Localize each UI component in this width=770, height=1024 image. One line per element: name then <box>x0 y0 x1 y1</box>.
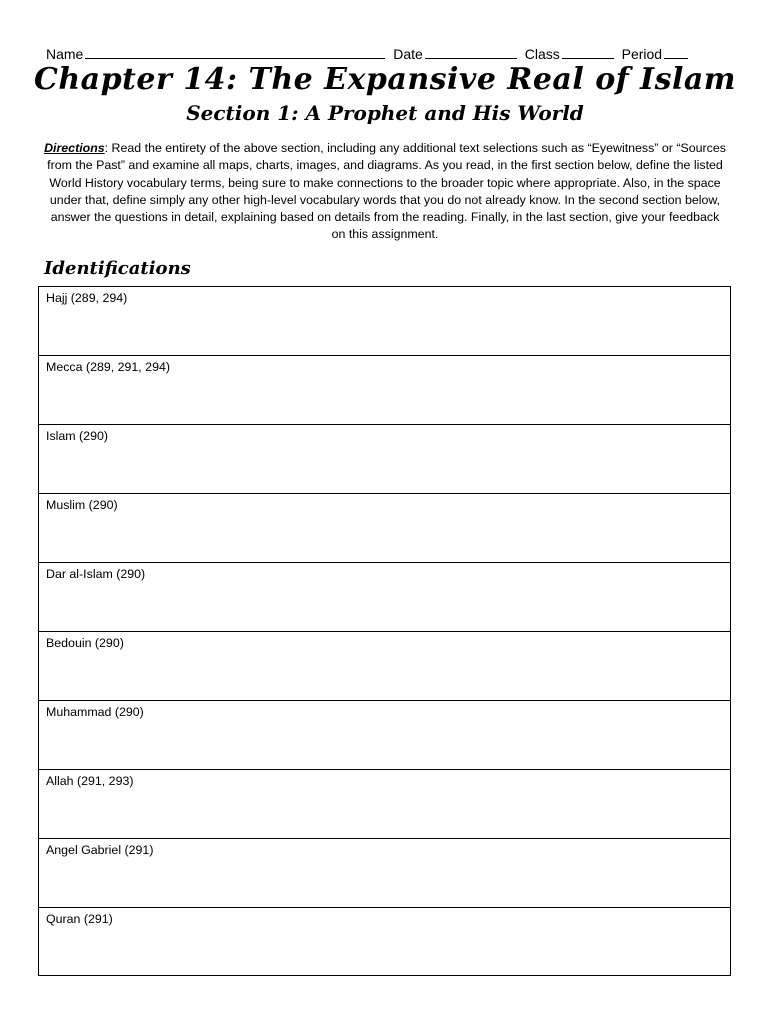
page-title: Chapter 14: The Expansive Real of Islam <box>33 62 737 97</box>
term-label: Bedouin (290) <box>46 636 124 650</box>
table-row[interactable] <box>39 770 730 839</box>
date-blank[interactable] <box>425 46 517 59</box>
page-subtitle: Section 1: A Prophet and His World <box>186 101 584 125</box>
table-row[interactable] <box>39 494 730 563</box>
term-label: Muhammad (290) <box>46 705 144 719</box>
term-label: Hajj (289, 294) <box>46 291 128 305</box>
term-label: Quran (291) <box>46 912 113 926</box>
class-label: Class <box>524 46 560 62</box>
period-label: Period <box>621 46 663 62</box>
table-row[interactable] <box>39 356 730 425</box>
term-label: Dar al-Islam (290) <box>46 567 146 581</box>
table-row[interactable] <box>39 839 730 908</box>
table-row[interactable] <box>39 425 730 494</box>
identifications-heading: Identifications <box>44 258 191 279</box>
student-info-line <box>46 46 726 62</box>
term-label: Muslim (290) <box>46 498 118 512</box>
directions-text: : Read the entirety of the above section, including any additional text selections such as “Eyewitness” or “Sources from the Past” and examine all maps, charts, images, and diagrams. As you read, in the first section below, define the listed World History vocabulary terms, being sure to make connections to the broader topic where appropriate. Also, in the space under that, define simply any other high-level vocabulary words that you do not already know. In the second section below, answer the questions in detail, explaining based on details from the reading. Finally, in the last section, give your feedback on this assignment. <box>47 141 726 242</box>
table-row[interactable] <box>39 632 730 701</box>
name-label: Name <box>46 46 84 62</box>
date-label: Date <box>393 46 423 62</box>
term-label: Islam (290) <box>46 429 108 443</box>
term-label: Angel Gabriel (291) <box>46 843 154 857</box>
table-row[interactable] <box>39 287 730 356</box>
identifications-table <box>38 286 731 976</box>
directions-label: Directions <box>44 141 105 155</box>
class-blank[interactable] <box>562 46 614 59</box>
table-row[interactable] <box>39 563 730 632</box>
table-row[interactable] <box>39 908 730 977</box>
name-blank[interactable] <box>85 46 385 59</box>
term-label: Mecca (289, 291, 294) <box>46 360 170 374</box>
table-row[interactable] <box>39 701 730 770</box>
directions-paragraph <box>44 140 726 244</box>
term-label: Allah (291, 293) <box>46 774 134 788</box>
period-blank[interactable] <box>664 46 688 59</box>
